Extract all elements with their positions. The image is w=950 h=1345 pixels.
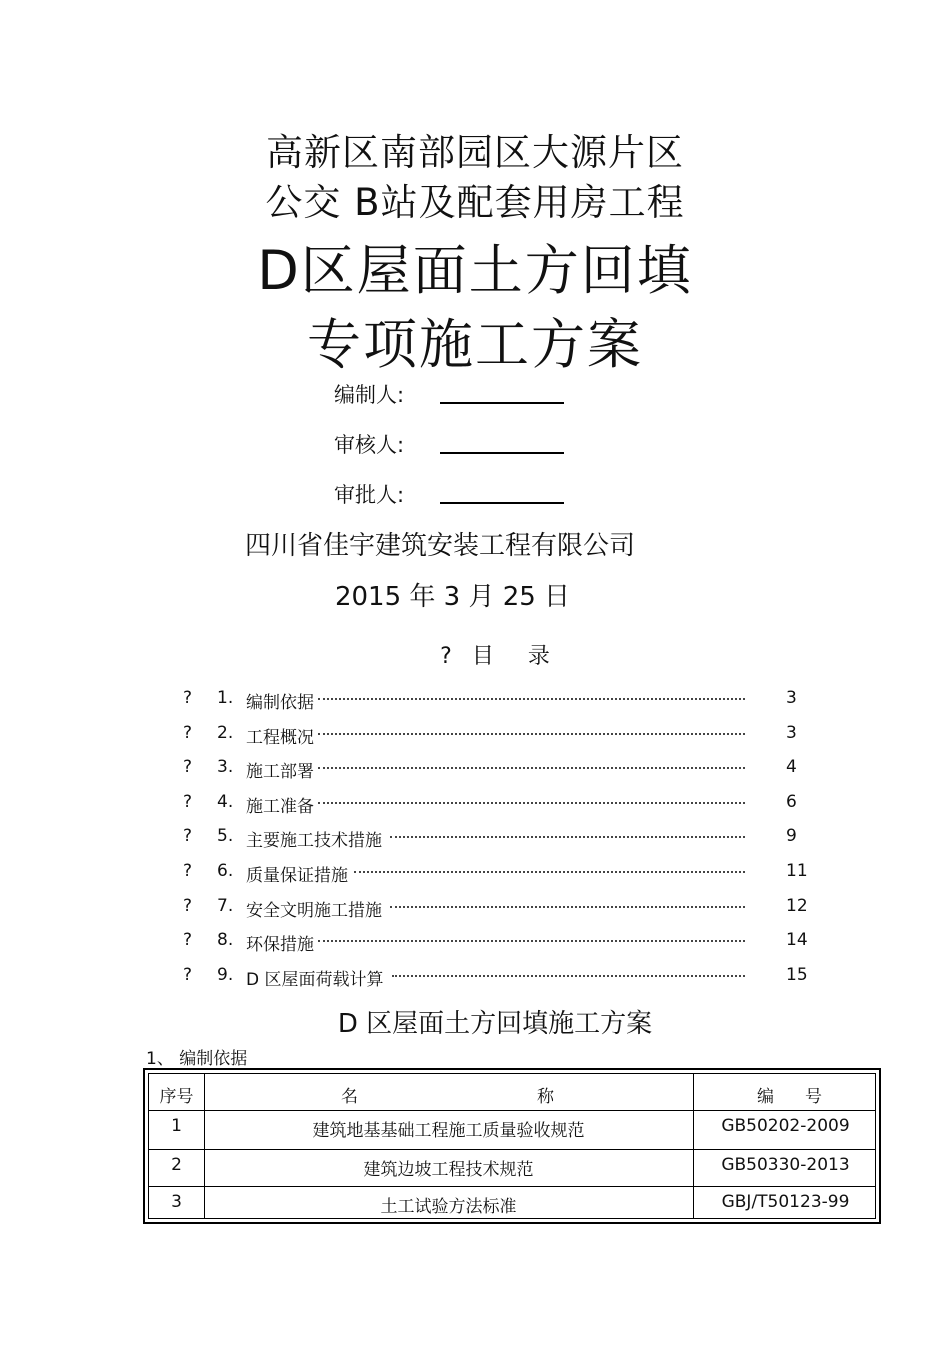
table-cell-name: 建筑边坡工程技术规范	[363, 1160, 534, 1180]
toc-item-page: 11	[786, 861, 808, 881]
toc-item[interactable]	[0, 826, 950, 850]
toc-item-number: 5.	[217, 826, 234, 847]
table-divider	[149, 1110, 875, 1111]
title-line-4: 专项施工方案	[307, 313, 643, 376]
toc-item-marker: ?	[183, 861, 193, 881]
toc-item-number: 1.	[217, 688, 234, 708]
header-code-char-1: 编	[757, 1087, 774, 1107]
toc-item-label: 主要施工技术措施	[246, 831, 382, 852]
table-cell-name: 建筑地基基础工程施工质量验收规范	[312, 1121, 585, 1141]
toc-item-label: 质量保证措施	[246, 866, 348, 886]
toc-item-number: 8.	[217, 930, 234, 951]
toc-item-number: 7.	[217, 895, 234, 916]
toc-item-page: 3	[786, 722, 797, 743]
toc-item-leader	[392, 975, 745, 977]
toc-title-char-2: 录	[527, 644, 550, 669]
toc-item-marker: ?	[183, 722, 193, 743]
toc-item-number: 9.	[217, 964, 234, 985]
table-cell-seq: 1	[171, 1116, 182, 1136]
reference-table-body	[148, 1073, 876, 1219]
toc-item-label: 施工准备	[246, 796, 314, 817]
toc-item-marker: ?	[183, 826, 193, 847]
toc-item[interactable]	[0, 792, 950, 816]
title-line-2: 公交 B站及配套用房工程	[265, 181, 685, 224]
document-date: 2015 年 3 月 25 日	[334, 582, 571, 612]
reviewer-signature-line	[440, 452, 564, 454]
toc-item-leader	[318, 733, 745, 735]
company-name: 四川省佳宇建筑安装工程有限公司	[244, 531, 635, 561]
header-code-char-2: 号	[805, 1087, 822, 1107]
toc-item-marker: ?	[183, 895, 193, 916]
toc-item-label: D 区屋面荷载计算	[246, 969, 384, 990]
reviewer-label: 审核人:	[334, 433, 405, 457]
toc-item-number: 4.	[217, 791, 234, 812]
toc-item-leader	[390, 836, 745, 838]
toc-item-leader	[390, 906, 745, 908]
toc-item[interactable]	[0, 723, 950, 747]
table-divider	[149, 1149, 875, 1150]
table-cell-seq: 2	[171, 1155, 182, 1175]
toc-item-page: 12	[786, 895, 808, 916]
toc-item[interactable]	[0, 861, 950, 885]
toc-item-page: 3	[786, 688, 797, 708]
toc-item-marker: ?	[183, 688, 193, 708]
table-cell-seq: 3	[171, 1192, 182, 1212]
compiler-signature-line	[440, 402, 564, 404]
toc-item-leader	[318, 767, 745, 769]
table-cell-code: GBJ/T50123-99	[721, 1192, 850, 1212]
title-line-1: 高新区南部园区大源片区	[266, 131, 684, 174]
toc-item-number: 2.	[217, 722, 234, 743]
table-divider	[149, 1186, 875, 1187]
toc-item-label: 施工部署	[246, 762, 314, 783]
section-title: D 区屋面土方回填施工方案	[337, 1009, 653, 1039]
toc-item[interactable]	[0, 757, 950, 781]
toc-item-leader	[318, 698, 745, 700]
toc-item-page: 14	[786, 930, 808, 951]
toc-item[interactable]	[0, 965, 950, 989]
toc-item[interactable]	[0, 688, 950, 712]
table-cell-code: GB50202-2009	[721, 1116, 850, 1136]
approver-label: 审批人:	[334, 483, 405, 507]
toc-item-number: 6.	[217, 861, 234, 881]
toc-item-leader	[318, 940, 745, 942]
toc-item-leader	[354, 871, 745, 873]
toc-item-leader	[318, 802, 745, 804]
toc-item-marker: ?	[183, 964, 193, 985]
toc-item-page: 9	[786, 826, 797, 847]
table-cell-code: GB50330-2013	[721, 1155, 850, 1175]
toc-item[interactable]	[0, 896, 950, 920]
toc-item-marker: ?	[183, 930, 193, 951]
toc-item[interactable]	[0, 930, 950, 954]
header-seq: 序号	[159, 1087, 194, 1107]
section-heading: 1、 编制依据	[146, 1049, 248, 1069]
approver-signature-line	[440, 502, 564, 504]
toc-title	[0, 639, 950, 670]
toc-item-label: 工程概况	[246, 727, 314, 748]
reference-table	[143, 1068, 881, 1224]
toc-item-label: 安全文明施工措施	[246, 900, 382, 921]
header-name-char-1: 名	[341, 1087, 358, 1107]
compiler-label: 编制人:	[334, 383, 405, 407]
title-line-3: D区屋面土方回填	[257, 239, 693, 302]
toc-item-marker: ?	[183, 757, 193, 778]
toc-item-marker: ?	[183, 791, 193, 812]
toc-item-page: 4	[786, 757, 797, 778]
toc-title-char-1: 目	[471, 644, 494, 669]
toc-item-number: 3.	[217, 757, 234, 778]
header-name-char-2: 称	[537, 1087, 554, 1107]
table-cell-name: 土工试验方法标准	[380, 1197, 517, 1217]
toc-item-label: 编制依据	[246, 693, 314, 713]
toc-item-page: 6	[786, 791, 797, 812]
toc-item-page: 15	[786, 964, 808, 985]
toc-item-label: 环保措施	[246, 935, 314, 956]
toc-title-marker: ?	[440, 644, 452, 669]
